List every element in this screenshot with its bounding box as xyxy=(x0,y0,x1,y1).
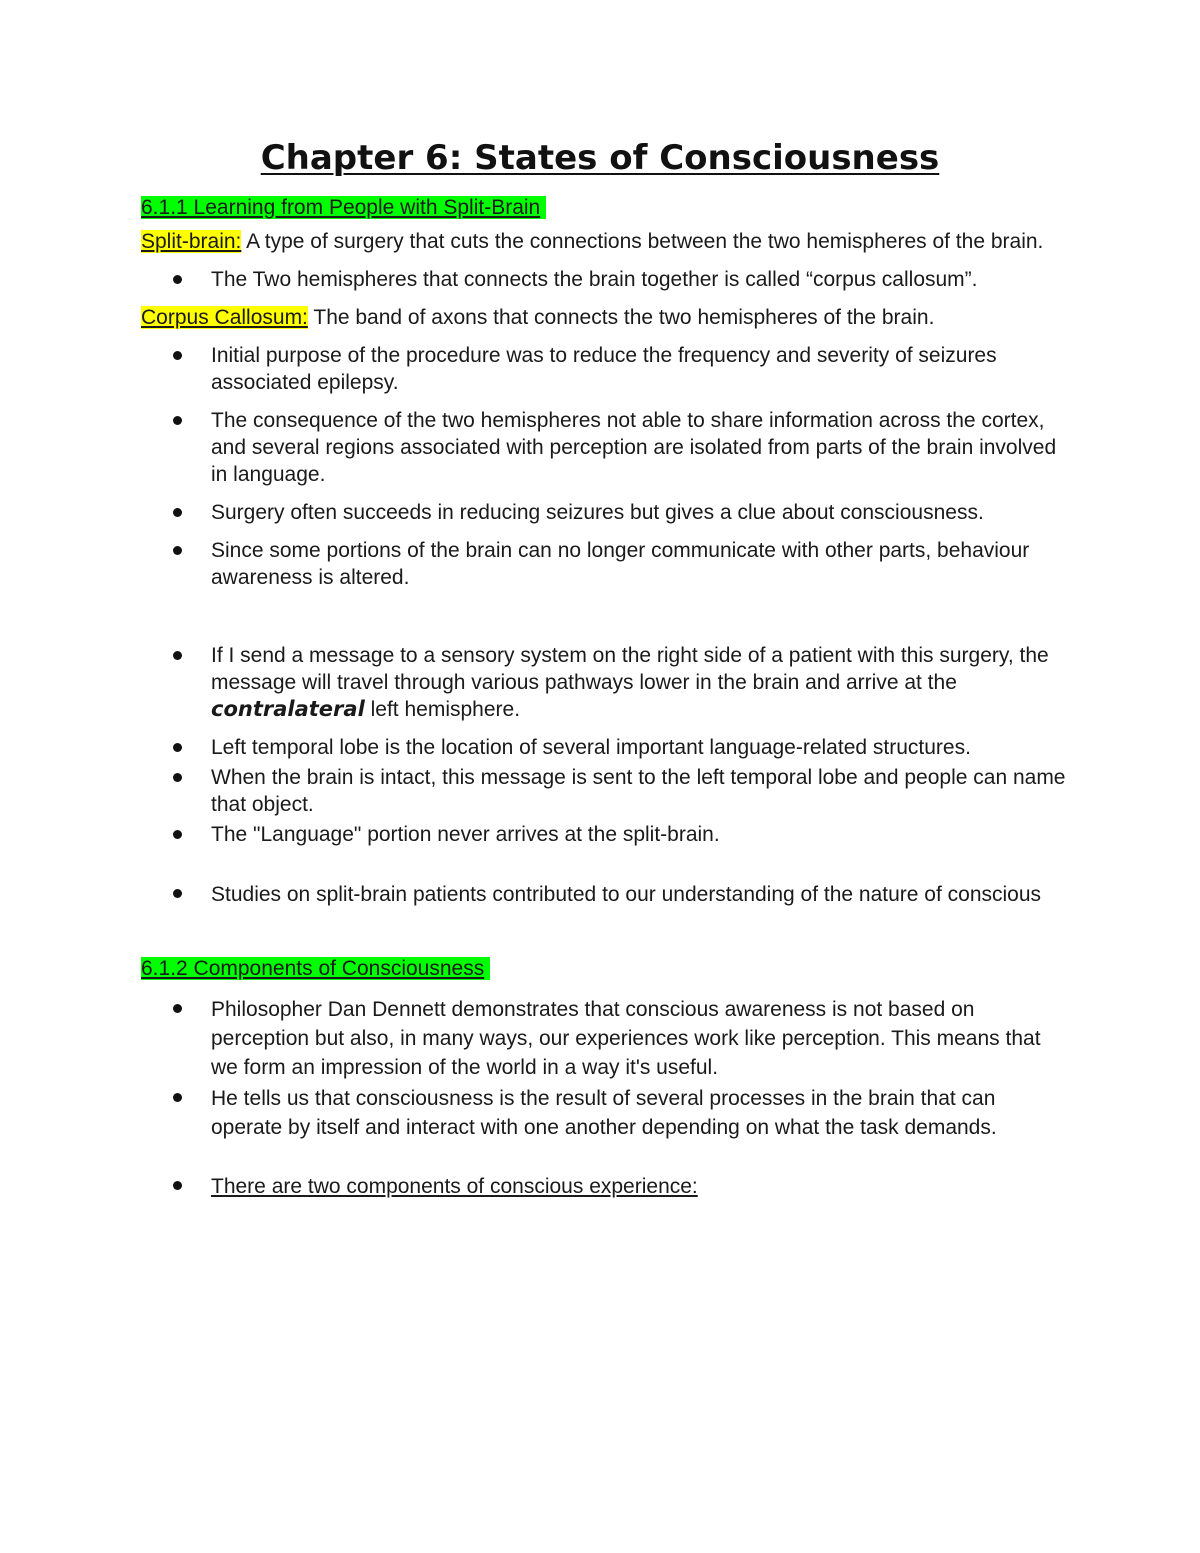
bullet-list xyxy=(141,266,1066,293)
list-item xyxy=(141,407,1066,488)
list-item-text: Surgery often succeeds in reducing seizures but gives a clue about consciousness. xyxy=(211,501,984,524)
list-item-text: There are two components of conscious experience: xyxy=(211,1175,698,1198)
section-heading-6-1-1: 6.1.1 Learning from People with Split-Brain xyxy=(141,196,546,219)
bullet-icon xyxy=(173,651,182,660)
definition-text: A type of surgery that cuts the connections between the two hemispheres of the brain. xyxy=(241,230,1044,253)
list-item-text: Left temporal lobe is the location of several important language-related structures. xyxy=(211,736,971,759)
definition-corpus-callosum xyxy=(141,304,1066,331)
bullet-icon xyxy=(173,830,182,839)
bullet-icon xyxy=(173,351,182,360)
list-item xyxy=(141,642,1066,723)
term-split-brain: Split-brain: xyxy=(141,230,242,253)
definition-text: The band of axons that connects the two hemispheres of the brain. xyxy=(307,306,935,329)
list-item-text-end: left hemisphere. xyxy=(364,698,521,721)
list-item-text: The consequence of the two hemispheres not able to share information across the cortex, and several regions associated with perception are isolated from parts of the brain involved in language. xyxy=(211,409,1057,486)
list-item xyxy=(141,537,1066,591)
list-item-text: The Two hemispheres that connects the brain together is called “corpus callosum”. xyxy=(211,268,978,291)
list-item xyxy=(141,499,1066,526)
list-item xyxy=(141,995,1066,1082)
list-item xyxy=(141,1172,1066,1201)
bullet-icon xyxy=(173,1093,182,1102)
section-heading-container xyxy=(141,194,1066,221)
list-item-text: The "Language" portion never arrives at the split-brain. xyxy=(211,823,720,846)
list-item-text: He tells us that consciousness is the result of several processes in the brain that can operate by itself and interact with one another depending on what the task demands. xyxy=(211,1087,997,1139)
bullet-list xyxy=(141,342,1066,910)
bullet-icon xyxy=(173,773,182,782)
list-item-text: Since some portions of the brain can no longer communicate with other parts, behaviour awareness is altered. xyxy=(211,539,1030,589)
list-item-text-start: If I send a message to a sensory system on the right side of a patient with this surgery, the message will travel through various pathways lower in the brain and arrive at the xyxy=(211,644,1049,694)
bullet-icon xyxy=(173,1181,182,1190)
term-corpus-callosum: Corpus Callosum: xyxy=(141,306,308,329)
list-item-text: Initial purpose of the procedure was to reduce the frequency and severity of seizures associated epilepsy. xyxy=(211,344,997,394)
bullet-icon xyxy=(173,546,182,555)
emphasis-contralateral: contralateral xyxy=(211,697,365,721)
list-item xyxy=(141,1084,1066,1142)
definition-split-brain xyxy=(141,228,1066,255)
list-item xyxy=(141,342,1066,396)
section-heading-6-1-2: 6.1.2 Components of Consciousness xyxy=(141,957,490,980)
page-title: Chapter 6: States of Consciousness xyxy=(260,138,940,178)
bullet-icon xyxy=(173,1004,182,1013)
bullet-icon xyxy=(173,889,182,898)
bullet-icon xyxy=(173,508,182,517)
list-item xyxy=(141,764,1066,818)
list-item xyxy=(141,266,1066,293)
bullet-icon xyxy=(173,416,182,425)
list-item xyxy=(141,821,1066,848)
list-item xyxy=(141,880,1066,910)
bullet-icon xyxy=(173,275,182,284)
list-item-text: Philosopher Dan Dennett demonstrates that conscious awareness is not based on perception but also, in many ways, our experiences work like perception. This means that we form an impression of the world in a way it's useful. xyxy=(211,998,1041,1079)
list-item xyxy=(141,734,1066,761)
bullet-icon xyxy=(173,743,182,752)
list-item-text: When the brain is intact, this message is sent to the left temporal lobe and people can name that object. xyxy=(211,766,1066,816)
list-item-text: Studies on split-brain patients contributed to our understanding of the nature of conscious xyxy=(211,883,1042,906)
document-body xyxy=(141,194,1066,1201)
section-heading-container xyxy=(141,955,1066,982)
bullet-list xyxy=(141,995,1066,1201)
